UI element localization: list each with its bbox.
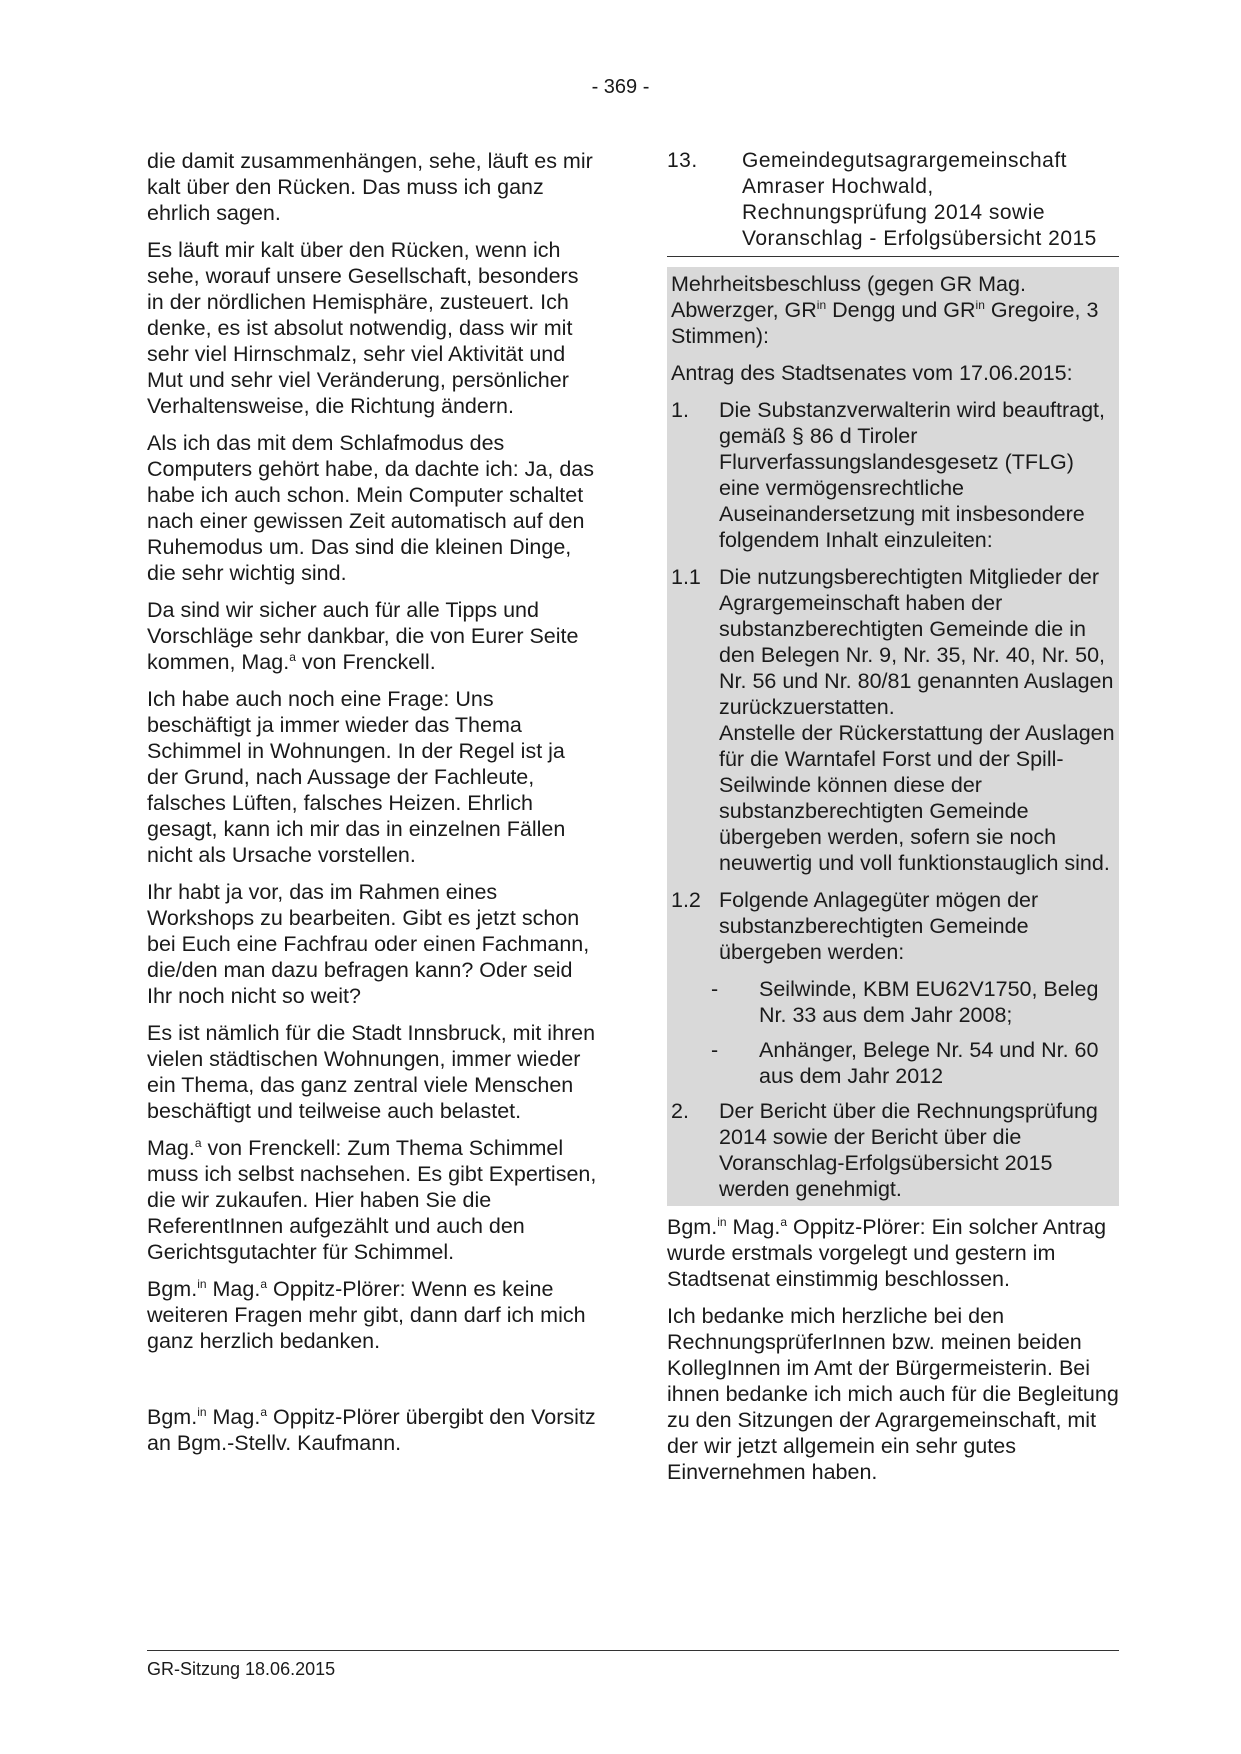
list-item: 1.1 Die nutzungsberechtigten Mitglieder der Agrargemeinschaft haben der substanzberechtigten Gemeinde die in den Belegen Nr. 9, Nr. 35, Nr. 40, Nr. 50, Nr. 56 und Nr. 80/81 genannten Auslagen zurückzuerstatten. Anstelle der Rückerstattung der Auslagen für die Warntafel Forst und der Spill-Seilwinde können diese der substanzberechtigten Gemeinde übergeben werden, sofern sie noch neuwertig und voll funktionstauglich sind. bbox=[671, 565, 1115, 875]
footer-divider bbox=[147, 1650, 1119, 1651]
agenda-heading bbox=[667, 148, 1119, 252]
paragraph: Es läuft mir kalt über den Rücken, wenn ich sehe, worauf unsere Gesellschaft, besonders in der nördlichen Hemisphäre, zusteuert. Ich denke, es ist absolut notwendig, dass wir mit sehr viel Hirnschmalz, sehr viel Aktivität und Mut und sehr viel Veränderung, persönlicher Verhaltensweise, die Richtung ändern. bbox=[147, 238, 579, 418]
page-number: - 369 - bbox=[591, 76, 650, 98]
footer-text: GR-Sitzung 18.06.2015 bbox=[147, 1659, 336, 1679]
resolution-box bbox=[667, 267, 1119, 1206]
paragraph: die damit zusammenhängen, sehe, läuft es mir kalt über den Rücken. Das muss ich ganz ehrlich sagen. bbox=[147, 149, 593, 225]
paragraph: Bgm.$^{in}$ Mag.$^a$ Oppitz-Plörer übergibt den Vorsitz an Bgm.-Stellv. Kaufmann. bbox=[147, 1404, 596, 1455]
right-column bbox=[667, 148, 1119, 1496]
paragraph: Bgm.$^{in}$ Mag.$^a$ Oppitz-Plörer: Ein solcher Antrag wurde erstmals vorgelegt und gestern im Stadtsenat einstimmig beschlossen. bbox=[667, 1214, 1107, 1291]
paragraph: Da sind wir sicher auch für alle Tipps und Vorschläge sehr dankbar, die von Eurer Seite kommen, Mag.$^a$ von Frenckell. bbox=[147, 598, 579, 674]
paragraph: Mag.$^a$ von Frenckell: Zum Thema Schimmel muss ich selbst nachsehen. Es gibt Expertisen, die wir zukaufen. Hier haben Sie die ReferentInnen aufgezählt und auch den Gerichtsgutachter für Schimmel. bbox=[147, 1135, 597, 1264]
agenda-number: 13. bbox=[667, 149, 698, 172]
paragraph: Als ich das mit dem Schlafmodus des Computers gehört habe, da dachte ich: Ja, das habe ich auch schon. Mein Computer schaltet nach einer gewissen Zeit automatisch auf den Ruhemodus um. Das sind die kleinen Dinge, die sehr wichtig sind. bbox=[147, 431, 594, 585]
list-item: 1. Die Substanzverwalterin wird beauftragt, gemäß § 86 d Tiroler Flurverfassungslandesgesetz (TFLG) eine vermögensrechtliche Auseinandersetzung mit insbesondere folgendem Inhalt einzuleiten: bbox=[671, 398, 1105, 552]
dash-list-item: - Anhänger, Belege Nr. 54 und Nr. 60 aus dem Jahr 2012 bbox=[711, 1038, 1099, 1088]
resolution-text: Mehrheitsbeschluss (gegen GR Mag. Abwerzger, $GR^{in}$ Dengg und $GR^{in}$ Gregoire, 3 Stimmen): bbox=[671, 272, 1099, 348]
paragraph: Es ist nämlich für die Stadt Innsbruck, mit ihren vielen städtischen Wohnungen, immer wieder ein Thema, das ganz zentral viele Menschen beschäftigt und teilweise auch belastet. bbox=[147, 1021, 596, 1123]
left-column bbox=[147, 148, 599, 1467]
agenda-title: Gemeindegutsagrargemeinschaft Amraser Hochwald, Rechnungsprüfung 2014 sowie Voranschlag - Erfolgsübersicht 2015 bbox=[742, 149, 1097, 250]
paragraph: Bgm.$^{in}$ Mag.$^a$ Oppitz-Plörer: Wenn es keine weiteren Fragen mehr gibt, dann darf ich mich ganz herzlich bedanken. bbox=[147, 1276, 586, 1353]
motion-text: Antrag des Stadtsenates vom 17.06.2015: bbox=[671, 361, 1073, 385]
divider bbox=[667, 256, 1119, 257]
paragraph: Ich bedanke mich herzliche bei den RechnungsprüferInnen bzw. meinen beiden KollegInnen im Amt der Bürgermeisterin. Bei ihnen bedanke ich mich auch für die Begleitung zu den Sitzungen der Agrargemeinschaft, mit der wir jetzt allgemein ein sehr gutes Einvernehmen haben. bbox=[667, 1304, 1119, 1484]
paragraph: Ich habe auch noch eine Frage: Uns beschäftigt ja immer wieder das Thema Schimmel in Wohnungen. In der Regel ist ja der Grund, nach Aussage der Fachleute, falsches Lüften, falsches Heizen. Ehrlich gesagt, kann ich mir das in einzelnen Fällen nicht als Ursache vorstellen. bbox=[147, 687, 566, 867]
paragraph: Ihr habt ja vor, das im Rahmen eines Workshops zu bearbeiten. Gibt es jetzt schon bei Euch eine Fachfrau oder einen Fachmann, die/den man dazu befragen kann? Oder seid Ihr noch nicht so weit? bbox=[147, 880, 590, 1008]
dash-list-item: - Seilwinde, KBM EU62V1750, Beleg Nr. 33 aus dem Jahr 2008; bbox=[711, 977, 1099, 1027]
list-item: 2. Der Bericht über die Rechnungsprüfung 2014 sowie der Bericht über die Voranschlag-Erfolgsübersicht 2015 werden genehmigt. bbox=[671, 1099, 1098, 1201]
list-item: 1.2 Folgende Anlagegüter mögen der substanzberechtigten Gemeinde übergeben werden: bbox=[671, 888, 1039, 964]
